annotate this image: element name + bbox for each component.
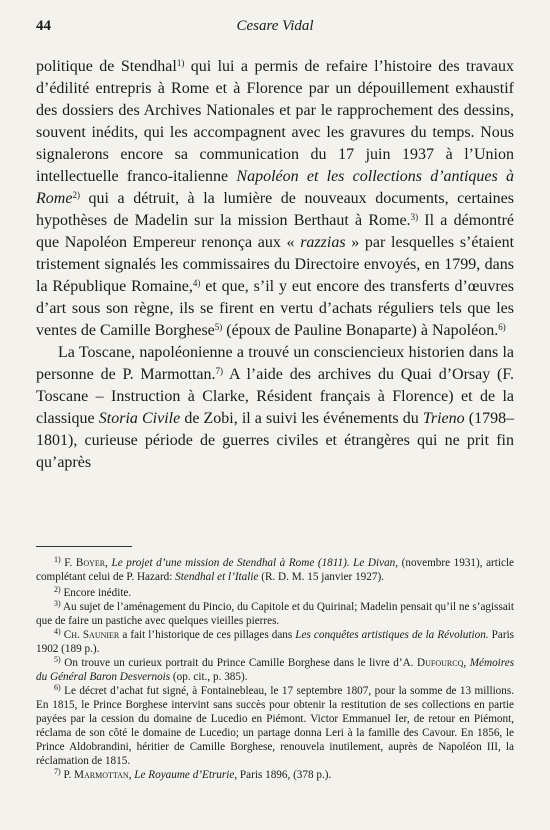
text-segment: qui lui a permis de refaire l’histoire des travaux d’édilité entrepris à Rome et à Florence par un dépouillement exhaustif des dossiers des Archives Nationales et par le rapprochement des dessins, souvent inédits, qui les accompagnent avec les gravures du temps. Nous signalerons encore sa communication du 17 juin 1937 à l’Union intellectuelle franco-italienne bbox=[36, 58, 515, 185]
text-segment: Il a démontré que Napoléon Empereur renonça aux « bbox=[36, 212, 515, 251]
footnote-title: Les conquêtes artistiques de la Révolution. bbox=[295, 629, 489, 641]
text-segment: » par lesquelles s’étaient tristement signalés les commissaires du Directoire envoyés, en 1799, dans la République Romaine, bbox=[36, 234, 515, 295]
text-segment: (1798–1801), curieuse période de guerres civiles et étrangères qui ne prit fin qu’après bbox=[36, 410, 515, 471]
text-segment: La Toscane, napoléonienne a trouvé un consciencieux historien dans la personne de P. Marmottan. bbox=[36, 344, 514, 383]
footnote-text: a fait l’historique de ces pillages dans bbox=[122, 629, 293, 641]
footnote-ref-7: 7) bbox=[215, 366, 224, 376]
footnote-number: 6) bbox=[54, 683, 61, 692]
footnote-5: $^{5)}$ On trouve un curieux portrait du Prince Camille Borghese dans le livre d’A. Dufourcq, Mémoires du Général Baron Desvernois (op. cit., p. 385). bbox=[36, 655, 515, 683]
footnote-number: 4) bbox=[54, 627, 61, 636]
page-header bbox=[36, 18, 514, 44]
footnote-text: Le décret d’achat fut signé, à Fontainebleau, le 17 septembre 1807, pour la somme de 13 millions. En 1815, le Prince Borghese intervint sans succès pour obtenir la restitution de ses collections en partie payées par la cession du domaine de Lucedio en Piémont. Victor Emmanuel Ier, de retour en Piémont, réclama de son côté le domaine de Lucedio; un partage donna Leri à la famille des Cavour. En 1856, le Prince Aldobrandini, héritier de Camille Borghese, renouvela inutilement, auprès de Napoléon III, la réclamation de 1815. bbox=[36, 685, 515, 767]
footnote-author: F. Boyer bbox=[64, 557, 106, 569]
footnote-number: 7) bbox=[54, 767, 61, 776]
text-segment: et que, s’il y eut encore des transferts d’œuvres d’art sous son règne, ils se firent en vertu d’achats réguliers tels que les ventes de Camille Borghese bbox=[36, 278, 515, 339]
main-text bbox=[36, 56, 514, 474]
italic-word: razzias bbox=[300, 234, 346, 251]
footnote-number: 3) bbox=[54, 599, 61, 608]
footnote-ref-2: 2) bbox=[72, 190, 80, 200]
footnote-title: Mémoires du Général Baron Desvernois bbox=[36, 657, 515, 683]
footnote-text: , bbox=[128, 769, 132, 781]
footnote-title: Stendhal et l’Italie bbox=[175, 571, 259, 583]
paragraph-2 bbox=[36, 342, 514, 474]
footnote-1 bbox=[36, 556, 514, 584]
footnote-ref-3: 3) bbox=[410, 212, 419, 222]
footnote-author: Ch. Saunier bbox=[63, 629, 120, 641]
text-segment: qui a détruit, à la lumière de nouveaux documents, certaines hypothèses de Madelin sur la mission Berthaut à Rome. bbox=[36, 190, 514, 229]
text-segment: de Zobi, il a suivi les événements du bbox=[184, 410, 419, 427]
footnote-text: , Paris 1896, (378 p.). bbox=[234, 769, 332, 781]
footnote-ref-1: 1) bbox=[176, 58, 185, 68]
italic-title: Storia Civile bbox=[98, 410, 181, 427]
footnote-text: , bbox=[105, 557, 108, 569]
footnote-7 bbox=[36, 768, 514, 782]
footnote-ref-5: 5) bbox=[214, 322, 223, 332]
text-segment: politique de Stendhal bbox=[36, 58, 177, 75]
text-segment: (époux de Pauline Bonaparte) à Napoléon. bbox=[226, 322, 499, 339]
footnote-text: Au sujet de l’aménagement du Pincio, du Capitole et du Quirinal; Madelin pensait qu’il ne s’agissait que de faire un pastiche avec quelques vieilles pierres. bbox=[36, 601, 514, 627]
footnote-text: (op. cit., p. 385). bbox=[172, 671, 248, 683]
footnote-title: Le Royaume d’Etrurie bbox=[134, 769, 235, 781]
footnote-4 bbox=[36, 628, 514, 656]
footnote-number: 1) bbox=[54, 555, 61, 564]
paragraph-1 bbox=[36, 56, 514, 342]
footnote-author: P. Marmottan bbox=[63, 769, 129, 781]
footnote-number: 2) bbox=[54, 585, 61, 594]
footnote-text: Encore inédite. bbox=[63, 587, 132, 599]
footnote-number: 5) bbox=[54, 655, 61, 664]
page-number: 44 bbox=[36, 18, 51, 34]
footnote-ref-4: 4) bbox=[192, 278, 201, 288]
footnote-text: Paris 1902 (189 p.). bbox=[36, 629, 515, 655]
footnotes bbox=[36, 556, 514, 782]
text-segment: A l’aide des archives du Quai d’Orsay (F. Toscane – Instruction à Clarke, Résident français à Florence) et de la classique bbox=[36, 366, 514, 427]
footnote-6 bbox=[36, 684, 514, 768]
footnote-2 bbox=[36, 586, 514, 600]
footnote-text: (R. D. M. 15 janvier 1927). bbox=[261, 571, 384, 583]
running-head: Cesare Vidal bbox=[236, 18, 314, 34]
footnote-text: On trouve un curieux portrait du Prince Camille Borghese dans le livre d’A. bbox=[64, 657, 414, 669]
footnote-text: (novembre 1931), article complétant celui de P. Hazard: bbox=[36, 557, 515, 583]
footnote-author: Dufourcq bbox=[417, 657, 464, 669]
footnote-title: Le projet d’une mission de Stendhal à Rome (1811). Le Divan, bbox=[111, 557, 399, 569]
footnote-ref-6: 6) bbox=[498, 322, 506, 332]
footnote-separator bbox=[36, 546, 132, 547]
italic-title: Napoléon et les collections d’antiques à Rome bbox=[36, 168, 514, 207]
footnote-3 bbox=[36, 600, 514, 628]
italic-word: Trieno bbox=[422, 410, 465, 427]
